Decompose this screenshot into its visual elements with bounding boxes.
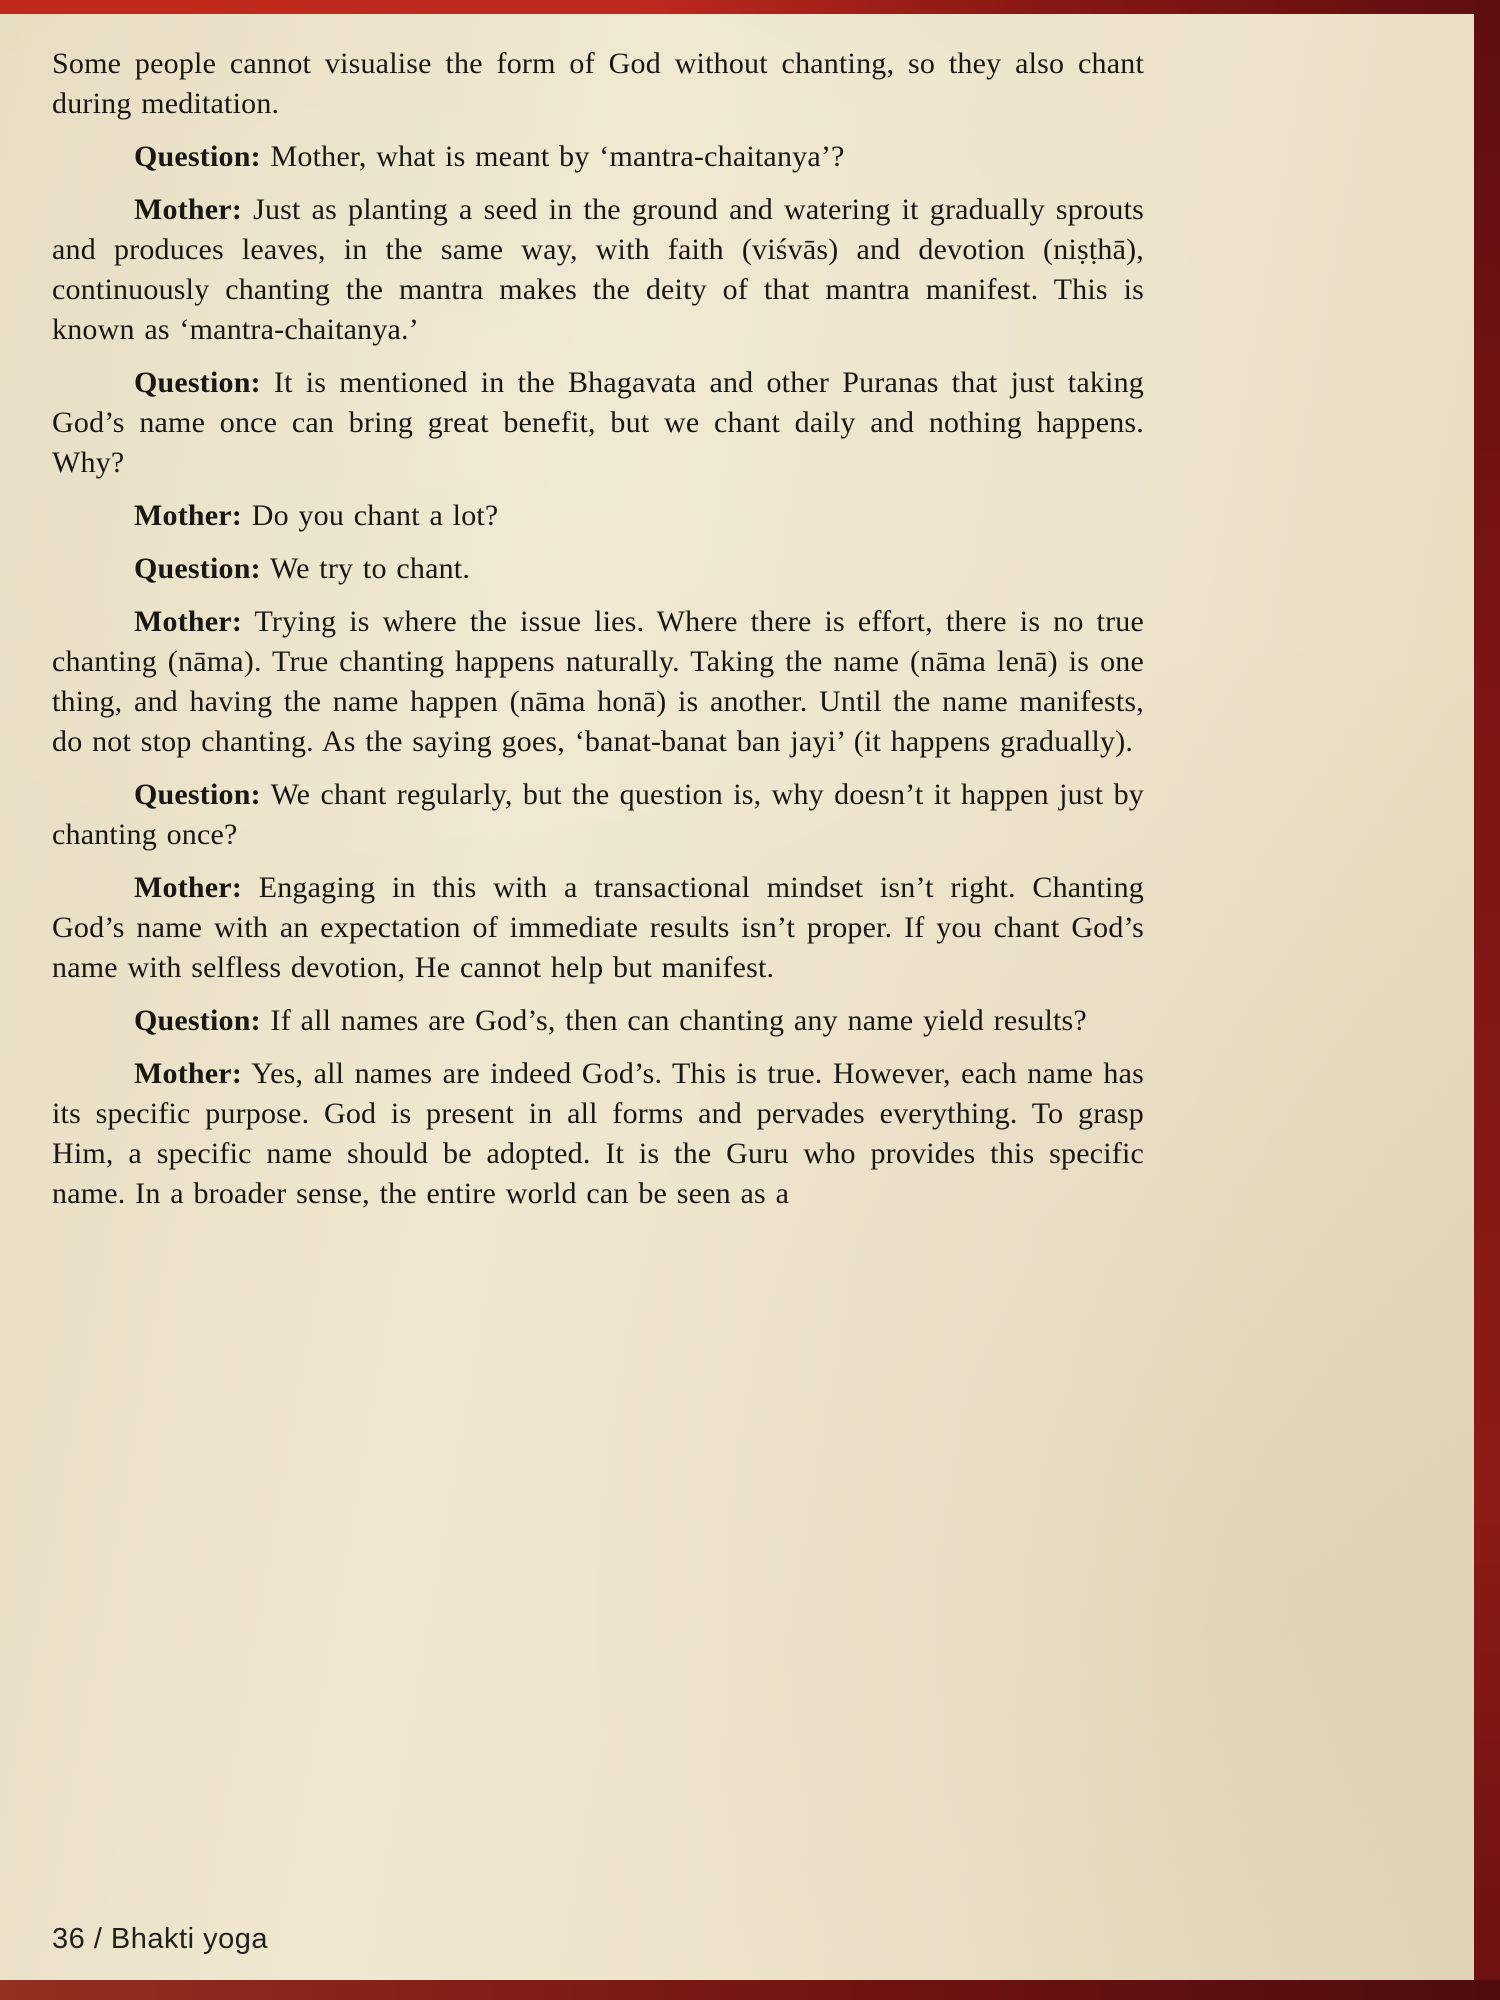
body-text	[52, 44, 1144, 1227]
page-footer: 36 / Bhakti yoga	[52, 1923, 268, 1955]
speaker-label: Mother:	[134, 193, 243, 226]
speaker-label: Mother:	[134, 1057, 243, 1090]
paragraph-text: Do you chant a lot?	[242, 499, 499, 532]
speaker-label: Question:	[134, 366, 261, 399]
paragraph	[52, 868, 1144, 988]
paragraph-text: We try to chant.	[260, 552, 471, 585]
paragraph-text: Trying is where the issue lies. Where there is effort, there is no true chanting (nāma). True chanting happens naturally. Taking the name (nāma lenā) is one thing, and having the name happen (nāma honā) is another. Until the name manifests, do not stop chanting. As the saying goes, ‘banat-banat ban jayi’ (it happens gradually).	[52, 605, 1144, 758]
paragraph-text: If all names are God’s, then can chanting any name yield results?	[260, 1004, 1087, 1037]
scan-edge-right	[1474, 0, 1500, 2000]
scan-edge-bottom	[0, 1980, 1500, 2000]
paragraph-text: Mother, what is meant by ‘mantra-chaitanya’?	[260, 140, 845, 173]
paragraph-text: It is mentioned in the Bhagavata and other Puranas that just taking God’s name once can bring great benefit, but we chant daily and nothing happens. Why?	[52, 366, 1144, 479]
scan-edge-top	[0, 0, 1500, 14]
speaker-label: Question:	[134, 552, 261, 585]
paragraph-text: Engaging in this with a transactional mindset isn’t right. Chanting God’s name with an expectation of immediate results isn’t proper. If you chant God’s name with selfless devotion, He cannot help but manifest.	[52, 871, 1144, 984]
paragraph-text: Yes, all names are indeed God’s. This is true. However, each name has its specific purpose. God is present in all forms and pervades everything. To grasp Him, a specific name should be adopted. It is the Guru who provides this specific name. In a broader sense, the entire world can be seen as a	[52, 1057, 1144, 1210]
paragraph-text: We chant regularly, but the question is, why doesn’t it happen just by chanting once?	[52, 778, 1144, 851]
paragraph	[52, 137, 1144, 177]
paragraph	[52, 190, 1144, 350]
paragraph	[52, 549, 1144, 589]
paragraph	[52, 775, 1144, 855]
paragraph	[52, 44, 1144, 124]
speaker-label: Question:	[134, 778, 261, 811]
speaker-label: Mother:	[134, 499, 243, 532]
paragraph	[52, 363, 1144, 483]
speaker-label: Mother:	[134, 871, 243, 904]
paragraph	[52, 1054, 1144, 1214]
paragraph-text: Just as planting a seed in the ground and watering it gradually sprouts and produces leaves, in the same way, with faith (viśvās) and devotion (niṣṭhā), continuously chanting the mantra makes the deity of that mantra manifest. This is known as ‘mantra-chaitanya.’	[52, 193, 1144, 346]
speaker-label: Question:	[134, 1004, 261, 1037]
paragraph	[52, 496, 1144, 536]
speaker-label: Mother:	[134, 605, 243, 638]
speaker-label: Question:	[134, 140, 261, 173]
paragraph	[52, 602, 1144, 762]
paragraph	[52, 1001, 1144, 1041]
paragraph-text: Some people cannot visualise the form of God without chanting, so they also chant during meditation.	[52, 47, 1144, 120]
